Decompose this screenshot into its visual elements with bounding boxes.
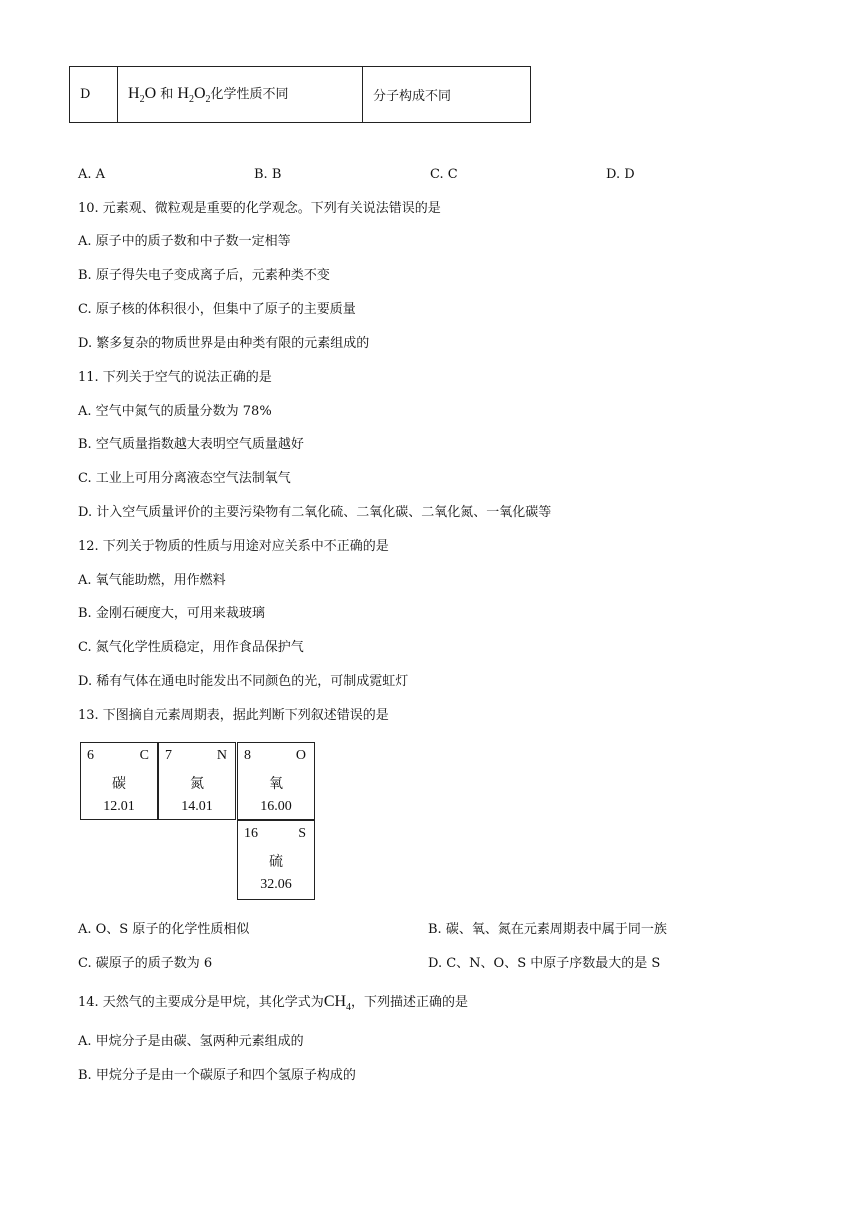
element-name: 氧 <box>269 776 283 792</box>
q14-option-b: B. 甲烷分子是由一个碳原子和四个氢原子构成的 <box>78 1068 356 1083</box>
q10-option-d: D. 繁多复杂的物质世界是由种类有限的元素组成的 <box>78 336 370 351</box>
atomic-mass: 16.00 <box>260 799 292 814</box>
q9-option-b: B. B <box>254 167 282 182</box>
element-cell-nitrogen <box>158 742 236 820</box>
q12-option-a: A. 氧气能助燃，用作燃料 <box>78 573 226 588</box>
answer-table-row-d <box>69 66 531 123</box>
element-symbol: C <box>139 748 149 763</box>
row-label: D <box>70 67 118 123</box>
atomic-number: 6 <box>87 748 94 763</box>
methane-formula: $CH_4$ <box>323 993 352 1014</box>
atomic-number: 7 <box>165 748 172 763</box>
q12-stem: 12. 下列关于物质的性质与用途对应关系中不正确的是 <box>78 539 389 554</box>
q10-stem: 10. 元素观、微粒观是重要的化学观念。下列有关说法错误的是 <box>78 201 441 216</box>
q11-option-b: B. 空气质量指数越大表明空气质量越好 <box>78 437 304 452</box>
phenomenon-cell <box>118 67 363 123</box>
element-symbol: S <box>298 826 306 841</box>
q14-option-a: A. 甲烷分子是由碳、氢两种元素组成的 <box>78 1034 304 1049</box>
q11-option-d: D. 计入空气质量评价的主要污染物有二氧化硫、二氧化碳、二氧化氮、一氧化碳等 <box>78 505 552 520</box>
atomic-mass: 14.01 <box>181 799 213 814</box>
q9-option-c: C. C <box>430 167 458 182</box>
element-cell-sulfur <box>237 820 315 900</box>
q10-option-a: A. 原子中的质子数和中子数一定相等 <box>78 234 291 249</box>
element-cell-carbon <box>80 742 158 820</box>
q10-option-c: C. 原子核的体积很小，但集中了原子的主要质量 <box>78 302 356 317</box>
element-name: 硫 <box>269 854 283 870</box>
q14-stem-after: ，下列描述正确的是 <box>351 995 469 1010</box>
atomic-number: 16 <box>244 826 258 841</box>
hydrogen-peroxide-formula: $H_2O_2$ <box>177 85 211 106</box>
atomic-number: 8 <box>244 748 251 763</box>
q12-option-d: D. 稀有气体在通电时能发出不同颜色的光，可制成霓虹灯 <box>78 674 409 689</box>
q13-option-a: A. O、S 原子的化学性质相似 <box>78 922 250 937</box>
q9-option-d: D. D <box>606 167 635 182</box>
q12-option-c: C. 氮气化学性质稳定，用作食品保护气 <box>78 640 304 655</box>
q12-option-b: B. 金刚石硬度大，可用来裁玻璃 <box>78 606 265 621</box>
atomic-mass: 12.01 <box>103 799 135 814</box>
and-text: 和 <box>160 87 174 103</box>
q13-option-c: C. 碳原子的质子数为 6 <box>78 956 213 971</box>
q11-option-a: A. 空气中氮气的质量分数为 78% <box>78 404 272 419</box>
q10-option-b: B. 原子得失电子变成离子后，元素种类不变 <box>78 268 330 283</box>
q11-stem: 11. 下列关于空气的说法正确的是 <box>78 370 272 385</box>
phenomenon-suffix: 化学性质不同 <box>210 87 289 103</box>
element-cell-oxygen <box>237 742 315 820</box>
element-symbol: N <box>216 748 227 763</box>
water-formula: $H_2O$ <box>128 85 157 106</box>
table-row <box>70 67 531 123</box>
q9-option-a: A. A <box>78 167 106 182</box>
q11-option-c: C. 工业上可用分离液态空气法制氧气 <box>78 471 291 486</box>
q13-option-d: D. C、N、O、S 中原子序数最大的是 S <box>428 956 661 971</box>
q13-stem: 13. 下图摘自元素周期表，据此判断下列叙述错误的是 <box>78 708 389 723</box>
element-name: 氮 <box>190 776 204 792</box>
explanation-cell: 分子构成不同 <box>363 67 531 123</box>
atomic-mass: 32.06 <box>260 877 292 892</box>
q14-stem-before: 14. 天然气的主要成分是甲烷，其化学式为 <box>78 995 324 1010</box>
q13-option-b: B. 碳、氧、氮在元素周期表中属于同一族 <box>428 922 667 937</box>
element-symbol: O <box>295 748 306 763</box>
q14-stem <box>78 993 468 1017</box>
element-name: 碳 <box>112 776 126 792</box>
